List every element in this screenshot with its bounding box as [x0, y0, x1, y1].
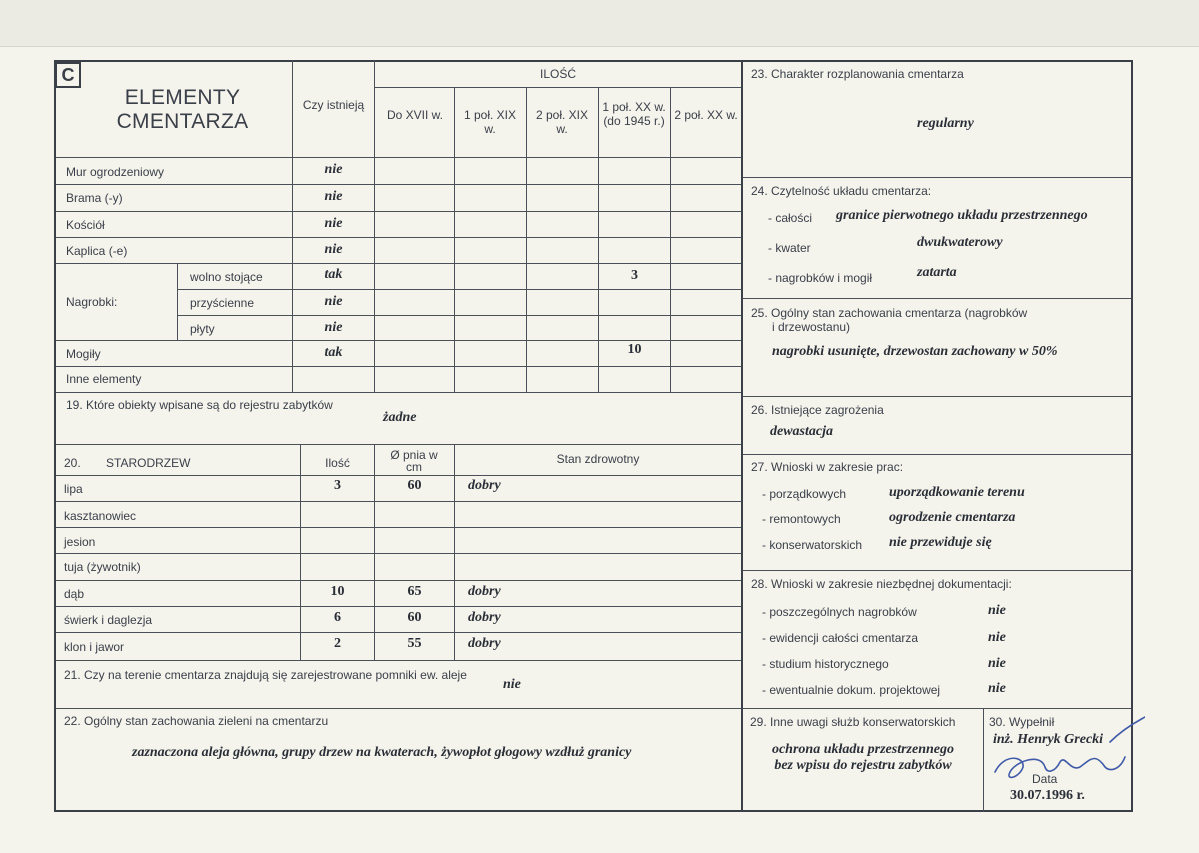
s30-date-label: Data — [1032, 772, 1058, 786]
table-line — [177, 289, 741, 290]
tree-diam: 60 — [407, 610, 422, 625]
frame-left — [54, 60, 56, 812]
s25-label-2: i drzewostanu) — [772, 320, 851, 334]
section-letter-box: C — [55, 62, 81, 88]
s29-value-1: ochrona układu przestrzennego — [771, 742, 955, 757]
element-label: Mur ogrodzeniowy — [66, 165, 165, 179]
tree-diam: 60 — [407, 478, 422, 493]
tree-qty: 2 — [334, 636, 341, 651]
section-line — [743, 708, 1131, 709]
tree-name: kasztanowiec — [64, 509, 137, 523]
tree-qty: 3 — [334, 478, 341, 493]
tree-health: dobry — [468, 610, 501, 625]
section-line — [56, 444, 741, 445]
tree-line — [56, 660, 741, 661]
s25-label-1: 25. Ogólny stan zachowania cmentarza (nagrobków — [751, 306, 1028, 320]
table-line — [670, 87, 671, 392]
s26-label: 26. Istniejące zagrożenia — [751, 403, 884, 417]
s25-value: nagrobki usunięte, drzewostan zachowany w 50% — [772, 344, 1058, 359]
s24-item-label: - nagrobków i mogił — [768, 271, 873, 285]
s27-item-label: - porządkowych — [762, 487, 847, 501]
tree-line — [56, 501, 741, 502]
tree-line — [454, 444, 455, 660]
tree-name: dąb — [64, 587, 85, 601]
s21-label: 21. Czy na terenie cmentarza znajdują się zarejestrowane pomniki ew. aleje — [64, 668, 467, 682]
tree-line — [56, 527, 741, 528]
s27-item-label: - remontowych — [762, 512, 841, 526]
tree-line — [56, 606, 741, 607]
s24-item-value: granice pierwotnego układu przestrzennego — [836, 208, 1088, 223]
s22-value: zaznaczona aleja główna, grupy drzew na kwaterach, żywopłot głogowy wzdłuż granicy — [132, 745, 632, 760]
mogily-qty: 10 — [627, 342, 642, 357]
nagrobki-row-qty: 3 — [631, 268, 638, 283]
section-line — [743, 570, 1131, 571]
signature-stroke — [995, 717, 1145, 777]
tree-diam: 55 — [407, 636, 422, 651]
s28-item-label: - ewentualnie dokum. projektowej — [762, 683, 941, 697]
s20-qty-header: Ilość — [325, 456, 350, 470]
section-line — [743, 396, 1131, 397]
s28-label: 28. Wnioski w zakresie niezbędnej dokumentacji: — [751, 577, 1012, 591]
s27-item-value: ogrodzenie cmentarza — [889, 510, 1016, 525]
table-line — [374, 87, 741, 88]
s29-label: 29. Inne uwagi służb konserwatorskich — [750, 715, 956, 729]
section-line — [56, 708, 741, 709]
frame-bottom — [54, 810, 1133, 812]
s24-item-value: zatarta — [917, 265, 957, 280]
s24-item-value: dwukwaterowy — [917, 235, 1003, 250]
s19-value: żadne — [383, 410, 417, 425]
s29-value-2: bez wpisu do rejestru zabytków — [774, 758, 952, 773]
tree-name: tuja (żywotnik) — [64, 560, 141, 574]
table-line — [56, 340, 741, 341]
element-label: Brama (-y) — [66, 191, 123, 205]
page-title — [90, 86, 275, 134]
s30-date: 30.07.1996 r. — [1010, 788, 1085, 803]
scanner-top-edge — [0, 0, 1199, 47]
section-line — [743, 298, 1131, 299]
period-header: Do XVII w. — [386, 108, 444, 122]
s24-label: 24. Czytelność układu cmentarza: — [751, 184, 932, 198]
table-line — [56, 211, 741, 212]
s27-label: 27. Wnioski w zakresie prac: — [751, 460, 904, 474]
tree-qty: 10 — [330, 584, 345, 599]
s28-item-value: nie — [988, 603, 1006, 618]
s28-item-label: - poszczególnych nagrobków — [762, 605, 917, 619]
s24-item-label: - całości — [768, 211, 813, 225]
s29-s30-divider — [983, 708, 984, 812]
s28-item-value: nie — [988, 630, 1006, 645]
element-exists: nie — [324, 216, 343, 231]
signature-icon — [985, 712, 1145, 792]
s28-item-label: - ewidencji całości cmentarza — [762, 631, 919, 645]
inne-label: Inne elementy — [66, 372, 142, 386]
nagrobki-row-label: przyścienne — [190, 296, 255, 310]
tree-line — [300, 444, 301, 660]
s27-item-value: nie przewiduje się — [889, 535, 992, 550]
period-header: 1 poł. XX w. (do 1945 r.) — [602, 100, 666, 128]
s30-label: 30. Wypełnił — [989, 715, 1055, 729]
tree-name: świerk i daglezja — [64, 613, 153, 627]
s30-name: inż. Henryk Grecki — [993, 732, 1104, 747]
tree-health: dobry — [468, 478, 501, 493]
s20-number: 20. — [64, 456, 81, 470]
exists-header: Czy istnieją — [302, 98, 365, 112]
s20-label: STARODRZEW — [106, 456, 191, 470]
nagrobki-row-label: wolno stojące — [190, 270, 263, 284]
tree-line — [374, 444, 375, 660]
table-line — [177, 263, 178, 340]
table-line — [56, 237, 741, 238]
s20-diam-header: Ø pnia w cm — [390, 448, 438, 474]
tree-qty: 6 — [334, 610, 341, 625]
table-line — [177, 315, 741, 316]
s28-item-label: - studium historycznego — [762, 657, 889, 671]
element-label: Kościół — [66, 218, 105, 232]
table-line — [56, 157, 741, 158]
s28-item-value: nie — [988, 681, 1006, 696]
table-line — [526, 87, 527, 392]
table-line — [56, 184, 741, 185]
section-line — [743, 454, 1131, 455]
element-exists: nie — [324, 242, 343, 257]
frame-right — [1131, 60, 1133, 812]
period-header: 2 poł. XIX w. — [535, 108, 589, 136]
s20-health-header: Stan zdrowotny — [556, 452, 640, 466]
column-divider — [741, 60, 743, 812]
s22-label: 22. Ogólny stan zachowania zieleni na cmentarzu — [64, 714, 329, 728]
tree-health: dobry — [468, 584, 501, 599]
title-line-2: CMENTARZA — [116, 110, 249, 133]
mogily-label: Mogiły — [66, 347, 101, 361]
tree-name: lipa — [64, 482, 83, 496]
nagrobki-row-label: płyty — [190, 322, 215, 336]
quantity-header: ILOŚĆ — [539, 67, 576, 81]
nagrobki-row-exists: nie — [324, 320, 343, 335]
tree-line — [56, 580, 741, 581]
frame-top — [54, 60, 1133, 62]
table-line — [374, 60, 375, 392]
tree-diam: 65 — [407, 584, 422, 599]
s23-value: regularny — [917, 116, 974, 131]
nagrobki-row-exists: nie — [324, 294, 343, 309]
s24-item-label: - kwater — [768, 241, 811, 255]
table-line — [454, 87, 455, 392]
nagrobki-row-exists: tak — [324, 267, 343, 282]
table-line — [56, 392, 741, 393]
table-line — [56, 366, 741, 367]
s21-value: nie — [503, 677, 521, 692]
tree-line — [56, 475, 741, 476]
section-line — [743, 177, 1131, 178]
table-line — [56, 263, 741, 264]
tree-health: dobry — [468, 636, 501, 651]
s19-label: 19. Które obiekty wpisane są do rejestru zabytków — [66, 398, 333, 412]
period-header: 2 poł. XX w. — [674, 108, 738, 122]
s23-label: 23. Charakter rozplanowania cmentarza — [751, 67, 964, 81]
s27-item-label: - konserwatorskich — [762, 538, 863, 552]
title-line-1: ELEMENTY — [124, 86, 241, 109]
mogily-exists: tak — [324, 345, 343, 360]
element-exists: nie — [324, 162, 343, 177]
s26-value: dewastacja — [770, 424, 833, 439]
period-header: 1 poł. XIX w. — [463, 108, 517, 136]
tree-line — [56, 553, 741, 554]
s27-item-value: uporządkowanie terenu — [889, 485, 1025, 500]
tree-name: klon i jawor — [64, 640, 125, 654]
s28-item-value: nie — [988, 656, 1006, 671]
element-label: Kaplica (-e) — [66, 244, 128, 258]
tree-name: jesion — [64, 535, 96, 549]
nagrobki-label: Nagrobki: — [66, 295, 118, 309]
element-exists: nie — [324, 189, 343, 204]
tree-line — [56, 632, 741, 633]
